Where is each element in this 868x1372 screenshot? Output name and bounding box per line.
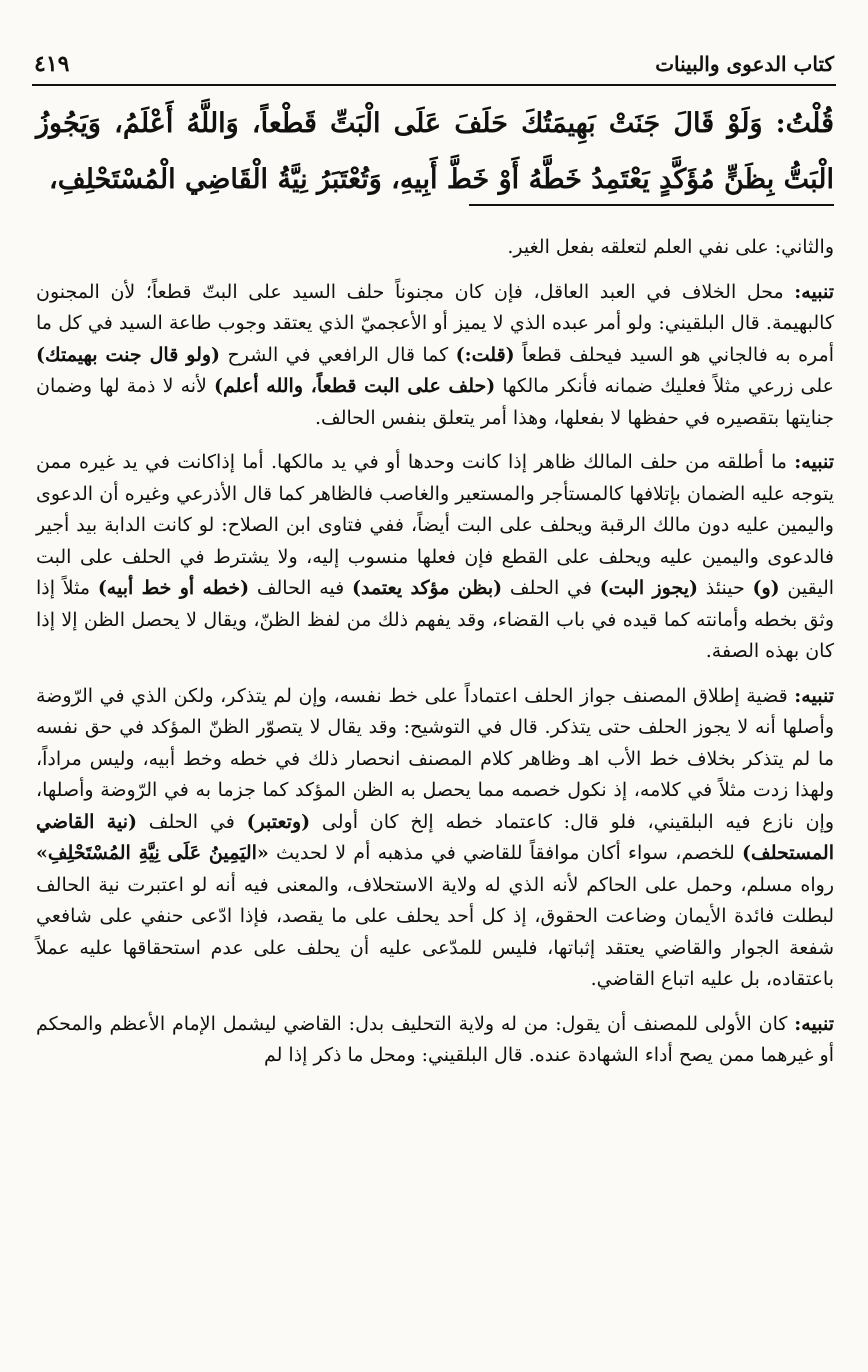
running-title: كتاب الدعوى والبينات: [655, 52, 834, 76]
tanbih-label: تنبيه:: [794, 1012, 834, 1035]
page-header: [34, 44, 834, 84]
paragraph-text: محل الخلاف في العبد العاقل، فإن كان مجنوناً حلف السيد على البتّ قطعاً؛ لأن المجنون كالبهيمة. قال البلقيني: ولو أمر عبده الذي لا يميز أو الأعجميّ الذي يعتقد وجوب طاعة السيد في كل ما أمره به فالجاني هو السيد فيحلف قطعاً: [36, 280, 834, 366]
commentary-body: [36, 232, 834, 1085]
paragraph-text: رواه مسلم، وحمل على الحاكم لأنه الذي له ولاية الاستحلاف، والمعنى فيه أنه لو اعتبرت نية الحالف لبطلت فائدة الأيمان وضاعت الحقوق، إذ كل أحد يحلف على ما يقصد، فإذا ادّعى حنفي على شافعي شفعة الجوار والقاضي يعتقد إثباتها، فليس للمدّعى عليه أن يحلف على عدم استحقاقها عليه عملاً باعتقاده، بل عليه اتباع القاضي.: [36, 873, 834, 990]
paragraph: [36, 681, 834, 996]
paragraph-text: مثلاً إذا وثق بخطه وأمانته كما قيده في باب القضاء، وقد يفهم ذلك من لفظ الظنّ، ويقال لا يحصل الظن إلا إذا كان بهذه الصفة.: [36, 577, 834, 662]
paragraph: [36, 447, 834, 668]
header-rule: [32, 84, 836, 86]
matn-quote: (بظن مؤكد يعتمد): [351, 577, 503, 599]
paragraph: [36, 277, 834, 435]
paragraph-text: كان الأولى للمصنف أن يقول: من له ولاية التحليف بدل: القاضي ليشمل الإمام الأعظم والمحكم أو غيرهما ممن يصح أداء الشهادة عنده. قال البلقيني: ومحل ما ذكر إذا لم: [36, 1012, 834, 1066]
paragraph-text: في الحلف: [137, 810, 247, 833]
matn-quote: (ولو قال جنت بهيمتك): [36, 343, 221, 366]
paragraph-text: ما أطلقه من حلف المالك ظاهر إذا كانت وحدها أو في يد مالكها. أما إذاكانت في يد غيره ممن يتوجه عليه الضمان بإتلافها كالمستأجر والمستعير والغاصب فالظاهر كما قال الأذرعي وغيره أن الدعوى واليمين عليه دون مالك الرقبة ويحلف على البت أيضاً، ففي فتاوى ابن الصلاح: لو كانت الدابة بيد أجير فالدعوى واليمين عليه ويحلف على القطع فإن فعلها منسوب إليه، ولا يشترط في الحلف على البت اليقين: [36, 451, 835, 599]
paragraph: [36, 232, 834, 264]
paragraph-text: للخصم، سواء أكان موافقاً للقاضي في مذهبه أم لا لحديث: [268, 842, 743, 864]
paragraph: [36, 1009, 834, 1072]
matn-quote: (قلت:): [455, 343, 515, 366]
tanbih-label: تنبيه:: [794, 451, 834, 473]
matn-quote: (و): [752, 577, 780, 599]
paragraph-text: والثاني: على نفي العلم لتعلقه بفعل الغير.: [507, 236, 834, 258]
matn-quote: (حلف على البت قطعاً، والله أعلم): [214, 375, 496, 397]
paragraph-text: على زرعي مثلاً فعليك ضمانه فأنكر مالكها: [495, 375, 834, 397]
tanbih-label: تنبيه:: [794, 684, 834, 707]
tanbih-label: تنبيه:: [794, 280, 834, 303]
hadith-quote: «اليَمِينُ عَلَى نِيَّةِ المُسْتَحْلِفِ»: [36, 842, 269, 864]
page-number: ٤١٩: [34, 51, 70, 77]
matn-quote: (خطه أو خط أبيه): [97, 577, 250, 599]
matn-quote: (يجوز البت): [599, 577, 699, 599]
paragraph-text: فيه الحالف: [249, 577, 352, 599]
paragraph-text: قضية إطلاق المصنف جواز الحلف اعتماداً على خط نفسه، وإن لم يتذكر، ولكن الذي في الرّوضة وأصلها أنه لا يجوز الحلف حتى يتذكر. قال في التوشيح: وقد يقال لا يتصوّر الظنّ المؤكد في حق نفسه ما لم يتذكر بخلاف خط الأب اهـ وظاهر كلام المصنف انحصار ذلك في خطه وخط أبيه، وليس مراداً، ولهذا زدت مثلاً في كلامه، إذ نكول خصمه مما يحصل به الظن المؤكد كما جزما به في الرّوضة وأصلها، وإن نازع فيه البلقيني، فلو قال: كاعتماد خطه إلخ كان أولى: [36, 684, 834, 833]
paragraph-text: حينئذ: [698, 577, 753, 599]
paragraph-text: في الحلف: [502, 577, 600, 599]
paragraph-text: كما قال الرافعي في الشرح: [220, 343, 456, 366]
matn-quote: (وتعتبر): [246, 810, 311, 833]
paragraph-text: لأنه لا ذمة لها وضمان جنايتها بتقصيره في حفظها لا بفعلها، وهذا أمر يتعلق بنفس الحالف.: [36, 375, 834, 429]
matn-separator-rule: [469, 204, 834, 206]
matn-quote: (نية القاضي المستحلف): [36, 810, 834, 864]
matn-text: قُلْتُ: وَلَوْ قَالَ جَنَتْ بَهِيمَتُكَ حَلَفَ عَلَى الْبَتِّ قَطْعاً، وَاللَّهُ أَعْلَمُ، وَيَجُوزُ الْبَتُّ بِظَنٍّ مُؤَكَّدٍ يَعْتَمِدُ خَطَّهُ أَوْ خَطَّ أَبِيهِ، وَتُعْتَبَرُ نِيَّةُ الْقَاضِي الْمُسْتَحْلِفِ،: [36, 108, 834, 195]
